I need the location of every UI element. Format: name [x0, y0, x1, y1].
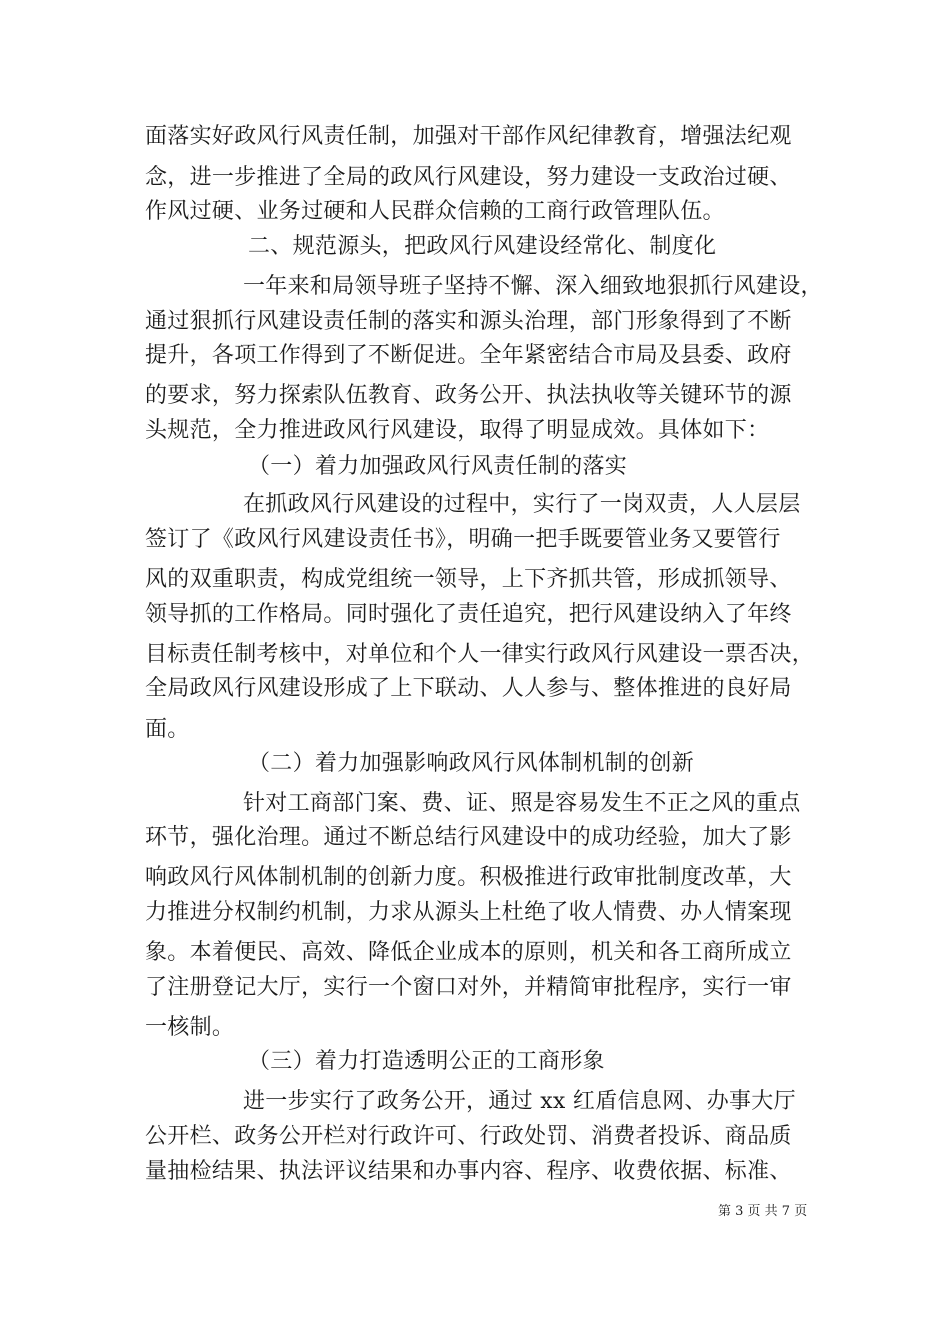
body-text-line: 风的双重职责，构成党组统一领导，上下齐抓共管，形成抓领导、	[145, 567, 792, 592]
body-text-line: 全局政风行风建设形成了上下联动、人人参与、整体推进的良好局	[145, 676, 792, 701]
body-text-line: 力推进分权制约机制，力求从源头上杜绝了收人情费、办人情案现	[145, 900, 792, 925]
body-text-line: 头规范，全力推进政风行风建设，取得了明显成效。具体如下：	[145, 418, 770, 443]
body-text-line: 进一步实行了政务公开，通过 xx 红盾信息网、办事大厅	[243, 1089, 796, 1114]
body-text-line: 响政风行风体制机制的创新力度。积极推进行政审批制度改革，大	[145, 865, 792, 890]
body-text-line: 作风过硬、业务过硬和人民群众信赖的工商行政管理队伍。	[145, 199, 725, 224]
body-text-line: 目标责任制考核中，对单位和个人一律实行政风行风建设一票否决，	[145, 642, 815, 667]
body-text-line: 的要求，努力探索队伍教育、政务公开、执法执收等关键环节的源	[145, 383, 792, 408]
page-number-footer: 第 3 页 共 7 页	[718, 1204, 808, 1219]
body-text-line: 提升，各项工作得到了不断促进。全年紧密结合市局及县委、政府	[145, 343, 792, 368]
body-text-line: 在抓政风行风建设的过程中，实行了一岗双责，人人层层	[243, 492, 801, 517]
body-text-line: 了注册登记大厅，实行一个窗口对外，并精简审批程序，实行一审	[145, 975, 792, 1000]
body-text-line: 量抽检结果、执法评议结果和办事内容、程序、收费依据、标准、	[145, 1159, 792, 1184]
subsection-heading: （一）着力加强政风行风责任制的落实	[248, 454, 628, 479]
body-text-line: 象。本着便民、高效、降低企业成本的原则，机关和各工商所成立	[145, 940, 792, 965]
body-text-line: 一年来和局领导班子坚持不懈、深入细致地狠抓行风建设，	[243, 274, 823, 299]
body-text-line: 通过狠抓行风建设责任制的落实和源头治理，部门形象得到了不断	[145, 309, 792, 334]
body-text-line: 签订了《政风行风建设责任书》，明确一把手既要管业务又要管行	[145, 527, 781, 552]
section-heading: 二、规范源头，把政风行风建设经常化、制度化	[248, 234, 717, 259]
body-text-line: 面。	[145, 717, 190, 742]
body-text-line: 公开栏、政务公开栏对行政许可、行政处罚、消费者投诉、商品质	[145, 1124, 792, 1149]
body-text-line: 环节，强化治理。通过不断总结行风建设中的成功经验，加大了影	[145, 825, 792, 850]
body-text-line: 念，进一步推进了全局的政风行风建设，努力建设一支政治过硬、	[145, 165, 792, 190]
subsection-heading: （二）着力加强影响政风行风体制机制的创新	[248, 751, 695, 776]
subsection-heading: （三）着力打造透明公正的工商形象	[248, 1049, 605, 1074]
body-text-line: 一核制。	[145, 1015, 235, 1040]
body-text-line: 针对工商部门案、费、证、照是容易发生不正之风的重点	[243, 791, 801, 816]
body-text-line: 面落实好政风行风责任制，加强对干部作风纪律教育，增强法纪观	[145, 124, 792, 149]
body-text-line: 领导抓的工作格局。同时强化了责任追究，把行风建设纳入了年终	[145, 602, 792, 627]
